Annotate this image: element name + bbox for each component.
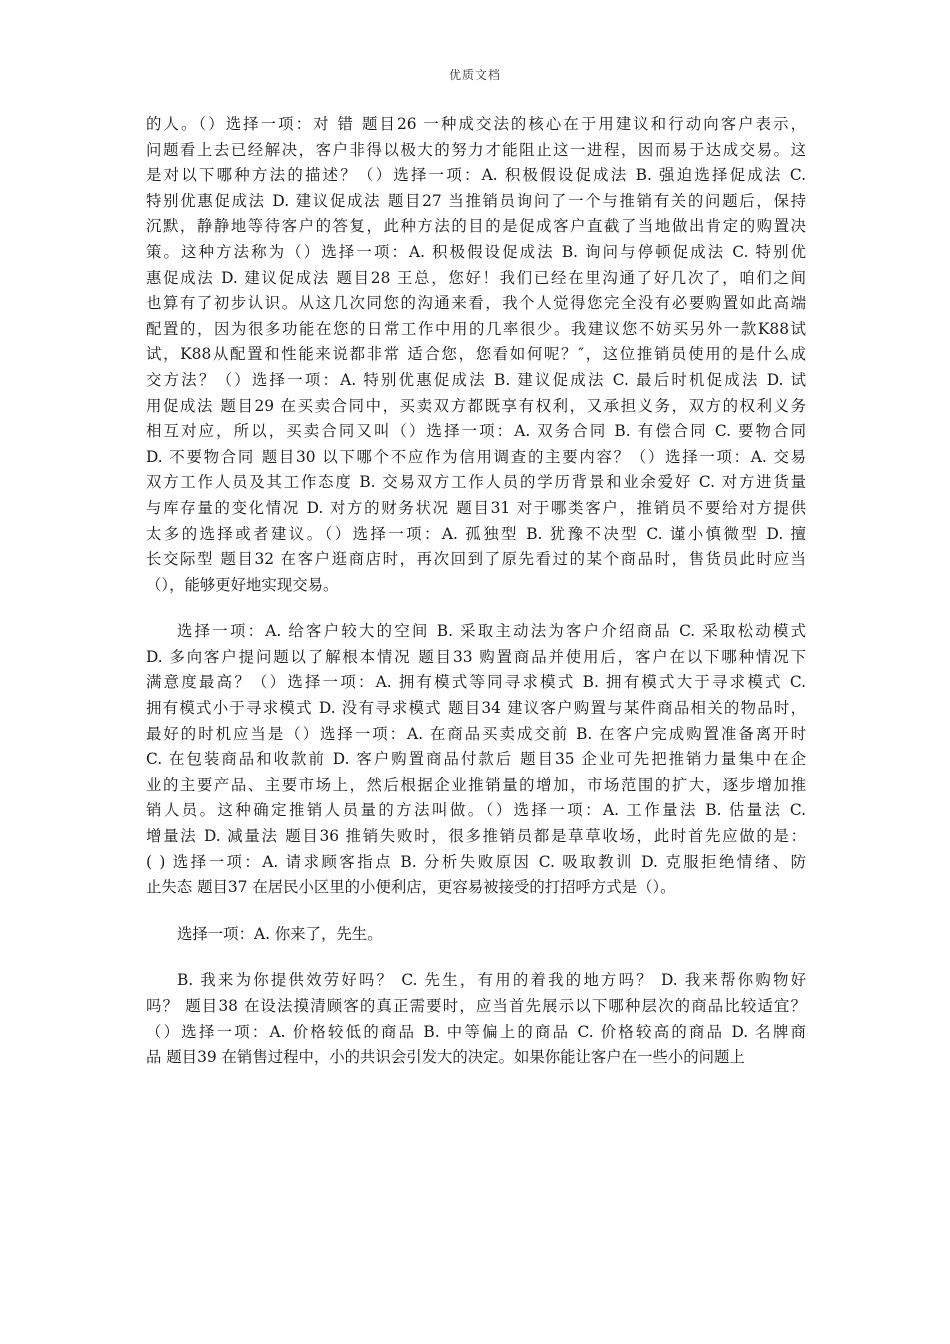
text-line: 双方工作人员及其工作态度 B. 交易双方工作人员的学历背景和业余爱好 C. 对方进货量 (146, 473, 806, 492)
text-line: 用促成法 题目29 在买卖合同中，买卖双方都既享有权利，又承担义务，双方的权利义务 (146, 396, 806, 415)
text-line: C. 在包装商品和收款前 D. 客户购置商品付款后 题目35 企业可先把推销力量集中在企 (146, 750, 806, 769)
text-line: 最好的时机应当是（）选择一项：A. 在商品买卖成交前 B. 在客户完成购置准备离开时 (146, 724, 806, 743)
text-line: 业的主要产品、主要市场上，然后根据企业推销量的增加，市场范围的扩大，逐步增加推 (146, 775, 806, 794)
text-line: 增量法 D. 减量法 题目36 推销失败时，很多推销员都是草草收场，此时首先应做的是： (146, 827, 806, 846)
text-line: 相互对应，所以，买卖合同又叫（）选择一项：A. 双务合同 B. 有偿合同 C. 要物合同 (146, 422, 806, 441)
text-line: D. 不要物合同 题目30 以下哪个不应作为信用调查的主要内容？（）选择一项：A. 交易 (146, 447, 806, 466)
text-line: 问题看上去已经解决，客户非得以极大的努力才能阻止这一进程，因而易于达成交易。这 (146, 140, 806, 159)
document-body (146, 112, 806, 1071)
text-line: 策。这种方法称为（）选择一项：A. 积极假设促成法 B. 询问与停顿促成法 C. 特别优 (146, 242, 806, 261)
text-line: 销人员。这种确定推销人员量的方法叫做。（）选择一项：A. 工作量法 B. 估量法 C. (146, 801, 806, 820)
text-line: 太多的选择或者建议。（）选择一项：A. 孤独型 B. 犹豫不决型 C. 谨小慎微型 D. 擅 (146, 524, 806, 543)
paragraph-gap (146, 947, 806, 968)
page-header: 优质文档 (448, 68, 501, 82)
text-line: 惠促成法 D. 建议促成法 题目28 王总，您好！我们已经在里沟通了好几次了，咱们之间 (146, 268, 806, 287)
paragraph (146, 968, 806, 1070)
text-line: 选择一项：A. 给客户较大的空间 B. 采取主动法为客户介绍商品 C. 采取松动模式 (177, 622, 806, 641)
text-line: （）选择一项：A. 价格较低的商品 B. 中等偏上的商品 C. 价格较高的商品 D. 名牌商 (146, 1022, 806, 1041)
paragraph-gap (146, 901, 806, 922)
text-line: 满意度最高？（）选择一项：A. 拥有模式等同寻求模式 B. 拥有模式大于寻求模式 C. (146, 673, 806, 692)
text-line: 止失态 题目37 在居民小区里的小便利店，更容易被接受的打招呼方式是（）。 (146, 878, 676, 897)
text-line: 选择一项：A. 你来了，先生。 (177, 924, 383, 943)
text-line: ( ) 选择一项：A. 请求顾客指点 B. 分析失败原因 C. 吸取教训 D. 克服拒绝情绪、防 (146, 852, 806, 871)
paragraph-gap (146, 598, 806, 619)
text-line: 长交际型 题目32 在客户逛商店时，再次回到了原先看过的某个商品时，售货员此时应当 (146, 550, 806, 569)
text-line: 与库存量的变化情况 D. 对方的财务状况 题目31 对于哪类客户，推销员不要给对方提供 (146, 498, 806, 517)
text-line: 配置的，因为很多功能在您的日常工作中用的几率很少。我建议您不妨买另外一款K88试 (146, 319, 806, 338)
paragraph (146, 112, 806, 598)
paragraph (146, 619, 806, 901)
text-line: D. 多向客户提问题以了解根本情况 题目33 购置商品并使用后，客户在以下哪种情况下 (146, 647, 806, 666)
text-line: 的人。（）选择一项：对 错 题目26 一种成交法的核心在于用建议和行动向客户表示， (146, 115, 806, 133)
paragraph (146, 922, 806, 948)
text-line: B. 我来为你提供效劳好吗？ C. 先生，有用的着我的地方吗？ D. 我来帮你购物好 (177, 971, 806, 990)
text-line: 品 题目39 在销售过程中，小的共识会引发大的决定。如果你能让客户在一些小的问题上 (146, 1048, 745, 1067)
text-line: 也算有了初步认识。从这几次同您的沟通来看，我个人觉得您完全没有必要购置如此高端 (146, 294, 806, 313)
text-line: 是对以下哪种方法的描述？（）选择一项：A. 积极假设促成法 B. 强迫选择促成法 C. (146, 166, 806, 185)
text-line: 试，K88从配置和性能来说都非常 适合您，您看如何呢？″，这位推销员使用的是什么成 (146, 345, 806, 364)
text-line: 吗？ 题目38 在设法摸清顾客的真正需要时，应当首先展示以下哪种层次的商品比较适宜？ (146, 997, 806, 1015)
text-line: 沉默，静静地等待客户的答复，此种方法的目的是促成客户直截了当地做出肯定的购置决 (146, 217, 806, 236)
text-line: 交方法？（）选择一项：A. 特别优惠促成法 B. 建议促成法 C. 最后时机促成法 D. 试 (146, 370, 806, 389)
text-line: 拥有模式小于寻求模式 D. 没有寻求模式 题目34 建议客户购置与某件商品相关的物品时， (146, 699, 806, 718)
text-line: （），能够更好地实现交易。 (146, 575, 339, 594)
text-line: 特别优惠促成法 D. 建议促成法 题目27 当推销员询问了一个与推销有关的问题后，保持 (146, 191, 806, 210)
